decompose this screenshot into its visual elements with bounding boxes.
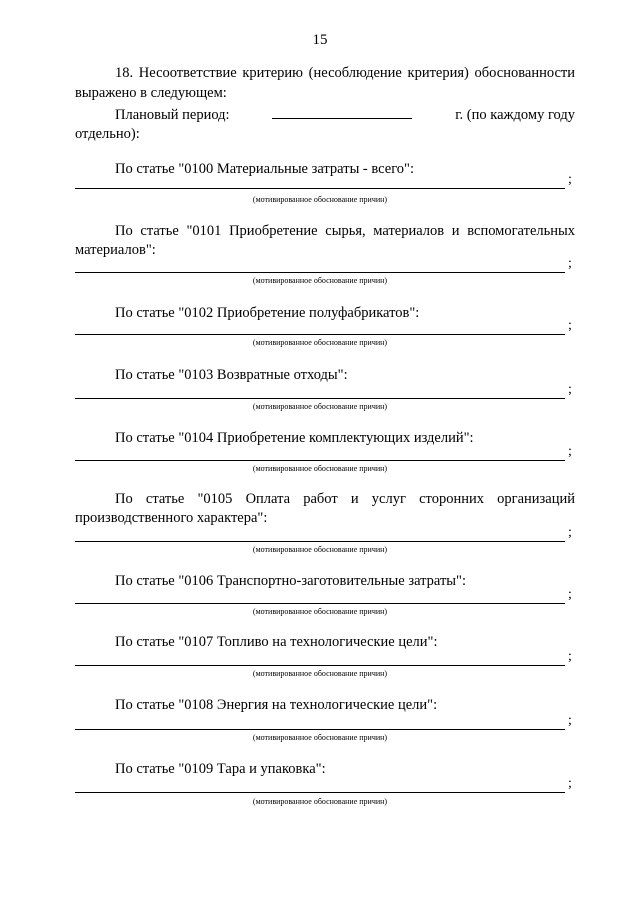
planning-period-row bbox=[75, 106, 575, 125]
line-caption: (мотивированное обоснование причин) bbox=[252, 276, 388, 285]
line-semicolon: ; bbox=[568, 172, 572, 187]
line-semicolon: ; bbox=[568, 713, 572, 728]
item-title: По статье "0103 Возвратные отходы": bbox=[115, 367, 348, 383]
fill-in-line bbox=[75, 729, 565, 730]
line-semicolon: ; bbox=[568, 444, 572, 459]
planning-period-suffix-line2: отдельно): bbox=[75, 126, 140, 142]
fill-in-line bbox=[75, 460, 565, 461]
planning-period-label: Плановый период: bbox=[115, 107, 230, 123]
item-title: По статье "0108 Энергия на технологические цели": bbox=[115, 697, 438, 713]
line-semicolon: ; bbox=[568, 649, 572, 664]
line-caption: (мотивированное обоснование причин) bbox=[252, 464, 388, 473]
line-semicolon: ; bbox=[568, 776, 572, 791]
line-semicolon: ; bbox=[568, 318, 572, 333]
line-caption: (мотивированное обоснование причин) bbox=[252, 195, 388, 204]
page-number: 15 bbox=[312, 32, 328, 48]
line-caption: (мотивированное обоснование причин) bbox=[252, 402, 388, 411]
item-title: По статье "0101 Приобретение сырья, материалов и вспомогательных bbox=[115, 223, 575, 239]
line-semicolon: ; bbox=[568, 382, 572, 397]
line-caption: (мотивированное обоснование причин) bbox=[252, 338, 388, 347]
item-title: По статье "0102 Приобретение полуфабрикатов": bbox=[115, 305, 420, 321]
section-heading-line2: выражено в следующем: bbox=[75, 85, 227, 101]
fill-in-line bbox=[75, 603, 565, 604]
line-semicolon: ; bbox=[568, 587, 572, 602]
line-caption: (мотивированное обоснование причин) bbox=[252, 797, 388, 806]
item-title: По статье "0109 Тара и упаковка": bbox=[115, 761, 326, 777]
fill-in-line bbox=[75, 398, 565, 399]
line-caption: (мотивированное обоснование причин) bbox=[252, 733, 388, 742]
planning-period-suffix: г. (по каждому году bbox=[455, 107, 575, 123]
item-title: По статье "0106 Транспортно-заготовительные затраты": bbox=[115, 573, 466, 589]
item-title-line2: материалов": bbox=[75, 242, 156, 258]
line-semicolon: ; bbox=[568, 525, 572, 540]
line-semicolon: ; bbox=[568, 256, 572, 271]
line-caption: (мотивированное обоснование причин) bbox=[252, 545, 388, 554]
item-title: По статье "0105 Оплата работ и услуг сторонних организаций bbox=[115, 491, 575, 507]
fill-in-line bbox=[75, 665, 565, 666]
line-caption: (мотивированное обоснование причин) bbox=[252, 669, 388, 678]
planning-period-blank bbox=[272, 106, 412, 119]
item-title: По статье "0107 Топливо на технологические цели": bbox=[115, 634, 438, 650]
item-title: По статье "0104 Приобретение комплектующих изделий": bbox=[115, 430, 474, 446]
fill-in-line bbox=[75, 272, 565, 273]
section-heading-line1: 18. Несоответствие критерию (несоблюдение критерия) обоснованности bbox=[115, 65, 575, 81]
fill-in-line bbox=[75, 188, 565, 189]
fill-in-line bbox=[75, 541, 565, 542]
item-title: По статье "0100 Материальные затраты - всего": bbox=[115, 161, 414, 177]
line-caption: (мотивированное обоснование причин) bbox=[252, 607, 388, 616]
fill-in-line bbox=[75, 792, 565, 793]
fill-in-line bbox=[75, 334, 565, 335]
item-title-line2: производственного характера": bbox=[75, 510, 268, 526]
